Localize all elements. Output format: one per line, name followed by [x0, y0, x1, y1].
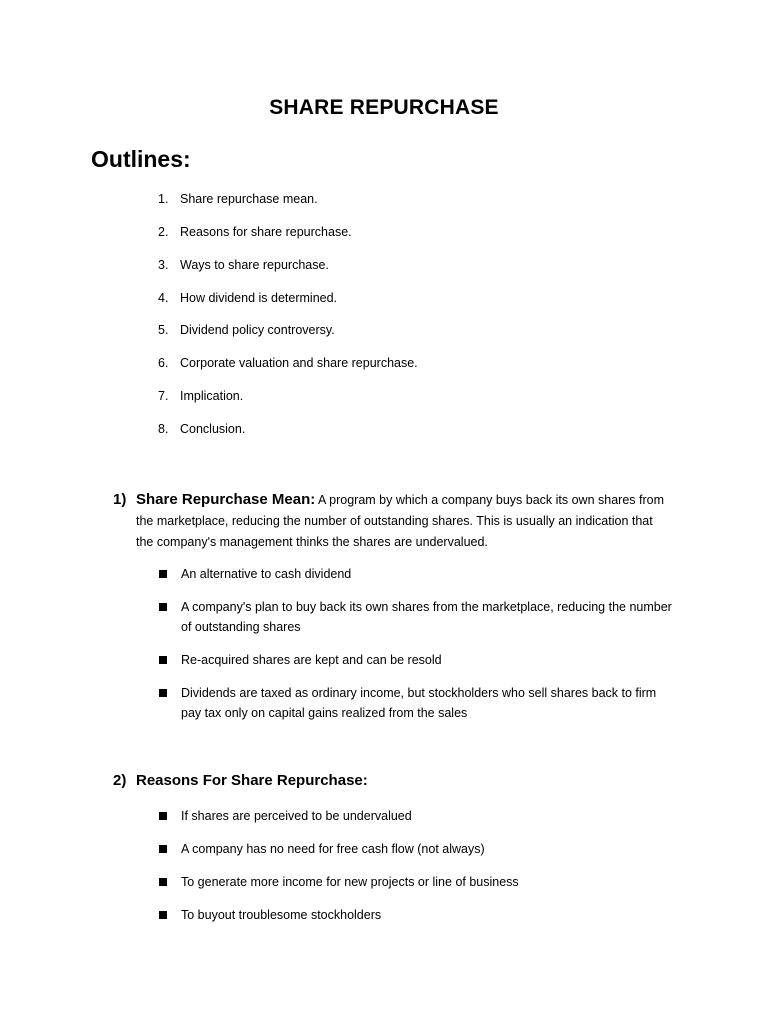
bullet-item [159, 650, 679, 670]
section-title: Share Repurchase Mean: [136, 491, 316, 508]
section-number: 2) [113, 772, 127, 789]
section-number: 1) [113, 491, 127, 508]
bullet-text: A company's plan to buy back its own shares from the marketplace, reducing the number of outstanding shares [181, 600, 672, 634]
square-bullet-icon [159, 812, 167, 820]
outline-number: 8. [158, 422, 169, 436]
bullet-item [159, 683, 679, 723]
bullet-item [159, 806, 679, 826]
bullet-item [159, 564, 679, 584]
bullet-text: Dividends are taxed as ordinary income, but stockholders who sell shares back to firm pay tax only on capital gains realized from the sales [181, 686, 657, 720]
outline-text: Share repurchase mean. [180, 192, 318, 206]
outline-number: 3. [158, 258, 169, 272]
outline-text: Reasons for share repurchase. [180, 225, 352, 239]
bullet-item [159, 905, 679, 925]
bullet-text: A company has no need for free cash flow (not always) [181, 842, 485, 856]
document-title: SHARE REPURCHASE [269, 96, 499, 119]
square-bullet-icon [159, 603, 167, 611]
outline-text: How dividend is determined. [180, 291, 338, 305]
outline-text: Dividend policy controversy. [180, 323, 335, 337]
square-bullet-icon [159, 878, 167, 886]
outline-text: Corporate valuation and share repurchase. [180, 356, 418, 370]
section-paragraph [113, 489, 673, 553]
outline-text: Implication. [180, 389, 244, 403]
square-bullet-icon [159, 570, 167, 578]
section-heading [113, 489, 673, 553]
outline-number: 7. [158, 389, 169, 403]
square-bullet-icon [159, 689, 167, 697]
outline-number: 4. [158, 291, 169, 305]
square-bullet-icon [159, 911, 167, 919]
outline-number: 6. [158, 356, 169, 370]
bullet-text: An alternative to cash dividend [181, 567, 352, 581]
outline-number: 5. [158, 323, 169, 337]
section-title: Reasons For Share Repurchase: [136, 772, 368, 789]
bullet-text: To generate more income for new projects or line of business [181, 875, 519, 889]
section-heading [113, 770, 673, 792]
outline-number: 1. [158, 192, 169, 206]
bullet-text: To buyout troublesome stockholders [181, 908, 382, 922]
outline-number: 2. [158, 225, 169, 239]
outline-text: Ways to share repurchase. [180, 258, 329, 272]
square-bullet-icon [159, 845, 167, 853]
outlines-heading: Outlines: [91, 146, 191, 172]
bullet-item [159, 839, 679, 859]
section-body-text: A program by which a company buys back its own shares from the marketplace, reducing the number of outstanding shares. This is usually an indication that the company's management thinks the shares are undervalued. [136, 493, 665, 549]
bullet-item [159, 872, 679, 892]
square-bullet-icon [159, 656, 167, 664]
section-paragraph [113, 770, 673, 792]
bullet-text: If shares are perceived to be undervalued [181, 809, 412, 823]
bullet-item [159, 597, 679, 637]
outline-text: Conclusion. [180, 422, 246, 436]
bullet-text: Re-acquired shares are kept and can be resold [181, 653, 442, 667]
